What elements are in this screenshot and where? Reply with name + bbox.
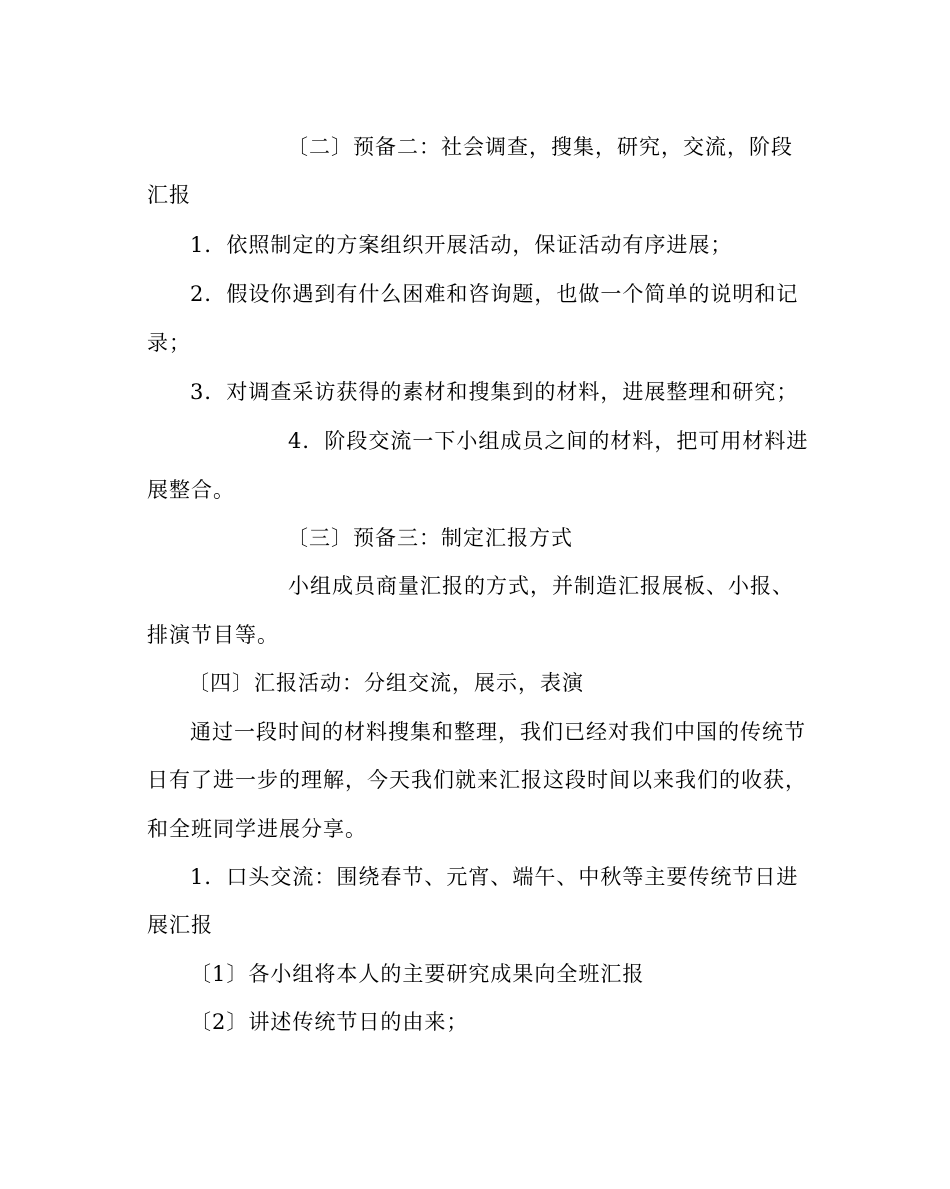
- paragraph-line: 录；: [147, 331, 191, 355]
- sub-list-item-1: 〔1〕各小组将本人的主要研究成果向全班汇报: [190, 962, 645, 986]
- list-item-2: 2．假设你遇到有什么困难和咨询题，也做一个简单的说明和记: [190, 282, 799, 306]
- paragraph-line: 汇报: [147, 183, 191, 207]
- section-4-heading: 〔四〕汇报活动：分组交流，展示，表演: [188, 671, 584, 695]
- paragraph-line: 展汇报: [147, 913, 213, 937]
- paragraph-line: 日有了进一步的理解，今天我们就来汇报这段时间以来我们的收获，: [147, 768, 807, 792]
- section-3-heading: 〔三〕预备三：制定汇报方式: [287, 526, 573, 550]
- list-item-oral-exchange: 1．口头交流：围绕春节、元宵、端午、中秋等主要传统节日进: [190, 865, 799, 889]
- list-item-3: 3．对调查采访获得的素材和搜集到的材料，进展整理和研究；: [190, 380, 799, 404]
- sub-list-item-2: 〔2〕讲述传统节日的由来；: [190, 1010, 469, 1034]
- list-item-1: 1．依照制定的方案组织开展活动，保证活动有序进展；: [190, 233, 733, 257]
- section-2-heading: 〔二〕预备二：社会调查，搜集，研究，交流，阶段: [287, 135, 793, 159]
- paragraph-line: 展整合。: [147, 478, 235, 502]
- list-item-4: 4．阶段交流一下小组成员之间的材料，把可用材料进: [288, 429, 809, 453]
- paragraph-line: 排演节目等。: [147, 623, 279, 647]
- paragraph-line: 小组成员商量汇报的方式，并制造汇报展板、小报、: [288, 574, 794, 598]
- paragraph-line: 通过一段时间的材料搜集和整理，我们已经对我们中国的传统节: [190, 720, 806, 744]
- paragraph-line: 和全班同学进展分享。: [147, 817, 367, 841]
